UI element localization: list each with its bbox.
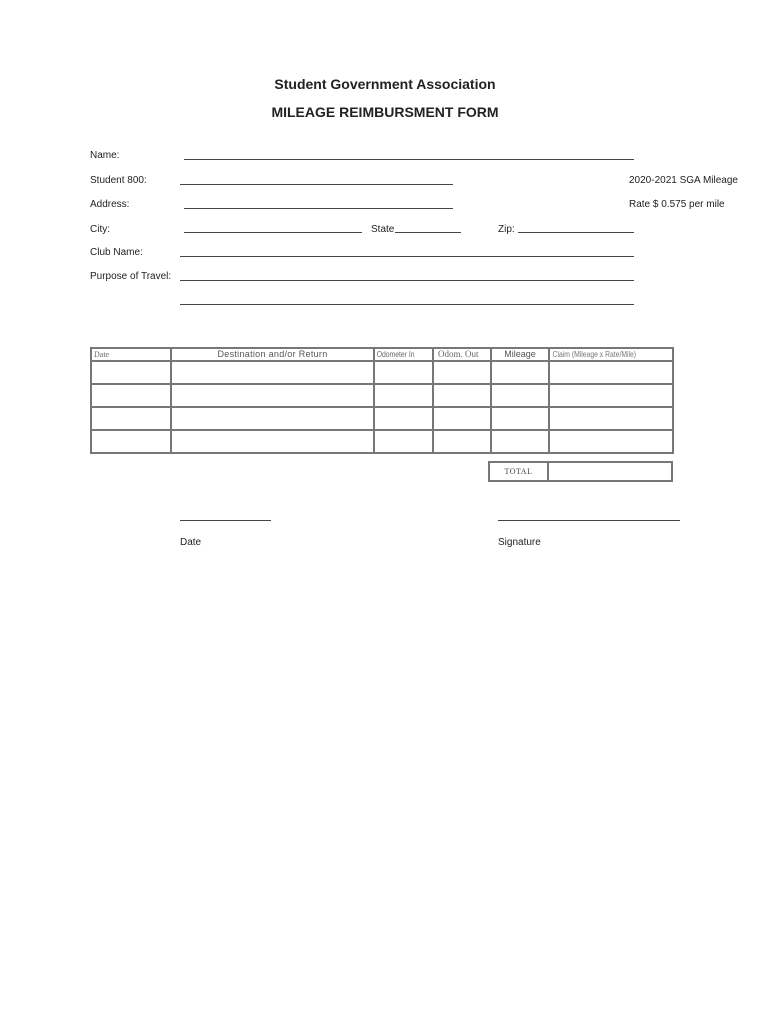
odometer-in-cell[interactable] (374, 430, 433, 453)
column-header-date: Date (94, 350, 110, 359)
date-cell[interactable] (91, 361, 171, 384)
signature-label: Signature (498, 537, 541, 548)
destination-cell[interactable] (171, 430, 374, 453)
date-signature-line[interactable] (180, 520, 271, 521)
signature-line[interactable] (498, 520, 680, 521)
odometer-out-cell[interactable] (433, 407, 491, 430)
purpose-field-line-1[interactable] (180, 280, 634, 281)
mileage-year-note: 2020-2021 SGA Mileage (629, 175, 738, 186)
destination-cell[interactable] (171, 361, 374, 384)
date-cell[interactable] (91, 430, 171, 453)
claim-cell[interactable] (549, 384, 673, 407)
mileage-cell[interactable] (491, 361, 549, 384)
table-row (91, 407, 673, 430)
column-header-mileage: Mileage (491, 348, 549, 361)
zip-field[interactable] (518, 232, 634, 233)
table-row (91, 384, 673, 407)
address-field[interactable] (184, 208, 453, 209)
odometer-in-cell[interactable] (374, 407, 433, 430)
zip-label: Zip: (498, 224, 515, 235)
date-cell[interactable] (91, 407, 171, 430)
purpose-field-line-2[interactable] (180, 304, 634, 305)
name-label: Name: (90, 150, 120, 161)
odometer-out-cell[interactable] (433, 430, 491, 453)
destination-cell[interactable] (171, 407, 374, 430)
odometer-out-cell[interactable] (433, 361, 491, 384)
rate-note: Rate $ 0.575 per mile (629, 199, 725, 210)
total-row (488, 461, 673, 482)
claim-cell[interactable] (549, 430, 673, 453)
form-title: MILEAGE REIMBURSMENT FORM (271, 104, 499, 120)
mileage-cell[interactable] (491, 384, 549, 407)
claim-cell[interactable] (549, 361, 673, 384)
date-signature-label: Date (180, 537, 202, 548)
mileage-cell[interactable] (491, 430, 549, 453)
odometer-out-cell[interactable] (433, 384, 491, 407)
mileage-table (90, 347, 674, 454)
column-header-odometer-out: Odom. Out (438, 349, 479, 359)
name-field[interactable] (184, 159, 634, 160)
mileage-cell[interactable] (491, 407, 549, 430)
odometer-in-cell[interactable] (374, 361, 433, 384)
student-800-label: Student 800: (90, 175, 147, 186)
address-label: Address: (90, 199, 130, 210)
table-header-row (91, 348, 673, 361)
state-field[interactable] (395, 232, 461, 233)
club-name-label: Club Name: (90, 247, 143, 258)
organization-title: Student Government Association (274, 76, 496, 92)
student-800-field[interactable] (180, 184, 453, 185)
city-field[interactable] (184, 232, 362, 233)
total-claim-cell[interactable] (548, 462, 672, 481)
purpose-label: Purpose of Travel: (90, 271, 172, 282)
column-header-destination: Destination and/or Return (171, 348, 374, 361)
odometer-in-cell[interactable] (374, 384, 433, 407)
column-header-claim: Claim (Mileage x Rate/Mile) (552, 350, 637, 359)
table-row (91, 430, 673, 453)
table-row (91, 361, 673, 384)
club-name-field[interactable] (180, 256, 634, 257)
destination-cell[interactable] (171, 384, 374, 407)
state-label: State (371, 224, 395, 235)
city-label: City: (90, 224, 110, 235)
column-header-odometer-in: Odometer In (376, 350, 415, 359)
date-cell[interactable] (91, 384, 171, 407)
total-label: TOTAL (489, 462, 548, 481)
claim-cell[interactable] (549, 407, 673, 430)
